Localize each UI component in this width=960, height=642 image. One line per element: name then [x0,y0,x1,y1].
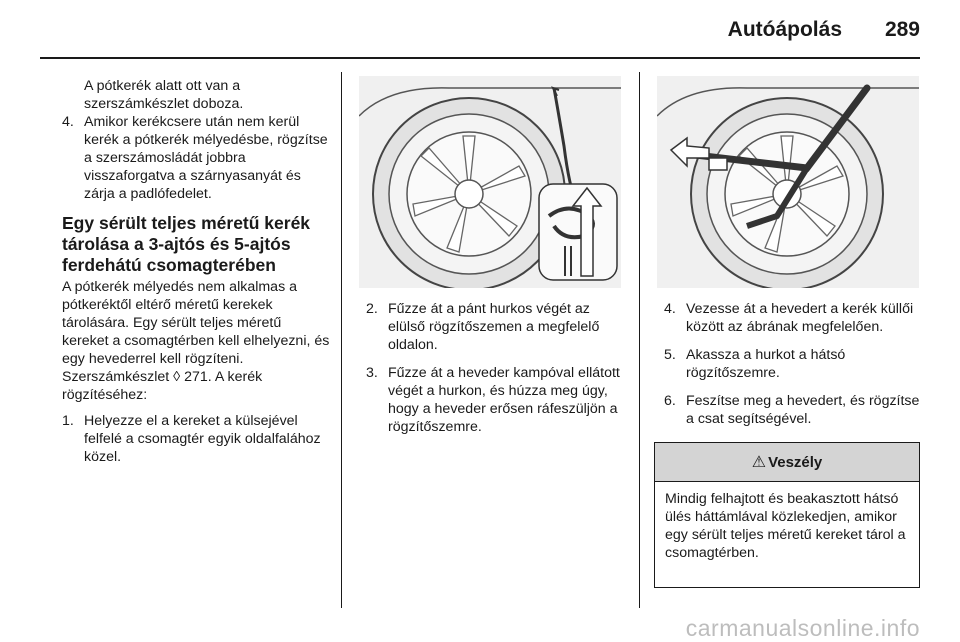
warning-box [654,442,920,588]
step-text: Amikor kerékcsere után nem kerül kerék a pótkerék mélyedésbe, rögzítse a szerszámosládát jobbra visszaforgatva a szárnyasanyát és zárja a padlófedelet. [84,114,328,202]
step-5 [664,346,922,382]
step-text: Fűzze át a heveder kampóval ellátott végét a hurkon, és húzza meg úgy, hogy a heveder erősen ráfeszüljön a rögzítőszemre. [388,365,620,435]
column-divider [639,72,640,608]
warning-title: Veszély [768,453,823,471]
step-3 [366,364,630,436]
page-number: 289 [884,18,920,41]
warning-text: Mindig felhajtott és beakasztott hátsó ülés háttámlával közlekedjen, amikor egy sérült teljes méretű kereket tárol a csomagtérben. [665,491,906,561]
section-heading: Egy sérült teljes méretű kerék tárolása a 3-ajtós és 5-ajtós ferdehátú csomagterében [62,213,311,275]
step-text: Akassza a hurkot a hátsó rögzítőszemre. [686,347,846,381]
section-paragraph: A pótkerék mélyedés nem alkalmas a pótkeréktől eltérő méretű kerekek tárolására. Egy sérült teljes méretű kereket a csomagtérben kell elhelyezni, és egy hevederrel kell rögzíteni. Szerszámkészlet ◊ 271. A kerék rögzítéséhez: [62,279,330,403]
figure-strap-through-spokes [657,76,919,288]
step-4-toolbox [62,113,330,203]
step-number: 1. [62,413,74,429]
step-number: 3. [366,365,378,381]
figure-strap-loop [359,76,621,288]
step-number: 4. [664,301,676,317]
figure-strap-loop-drawing [359,76,621,288]
step-text: Helyezze el a kereket a külsejével felfelé a csomagtér egyik oldalfalához közel. [84,413,321,465]
step-number: 5. [664,347,676,363]
figure-strap-through-spokes-drawing [657,76,919,288]
intro-text: A pótkerék alatt ott van a szerszámkészlet doboza. [84,78,244,112]
step-2 [366,300,630,354]
step-6 [664,392,922,428]
column-1 [62,77,330,476]
step-number: 6. [664,393,676,409]
step-number: 4. [62,114,74,130]
step-text: Feszítse meg a hevedert, és rögzítse a csat segítségével. [686,393,920,427]
column-3 [664,300,922,438]
step-4 [664,300,922,336]
header-rule [40,57,920,59]
column-2 [366,300,630,446]
watermark: carmanualsonline.info [685,615,920,641]
warning-triangle-icon: ⚠ [751,454,767,471]
step-1 [62,412,330,466]
column-divider [341,72,342,608]
step-number: 2. [366,301,378,317]
step-text: Vezesse át a hevedert a kerék küllői között az ábrának megfelelően. [686,301,914,335]
page-header-title: Autóápolás [727,18,842,41]
warning-header [655,443,919,482]
step-text: Fűzze át a pánt hurkos végét az elülső rögzítőszemen a megfelelő oldalon. [388,301,600,353]
